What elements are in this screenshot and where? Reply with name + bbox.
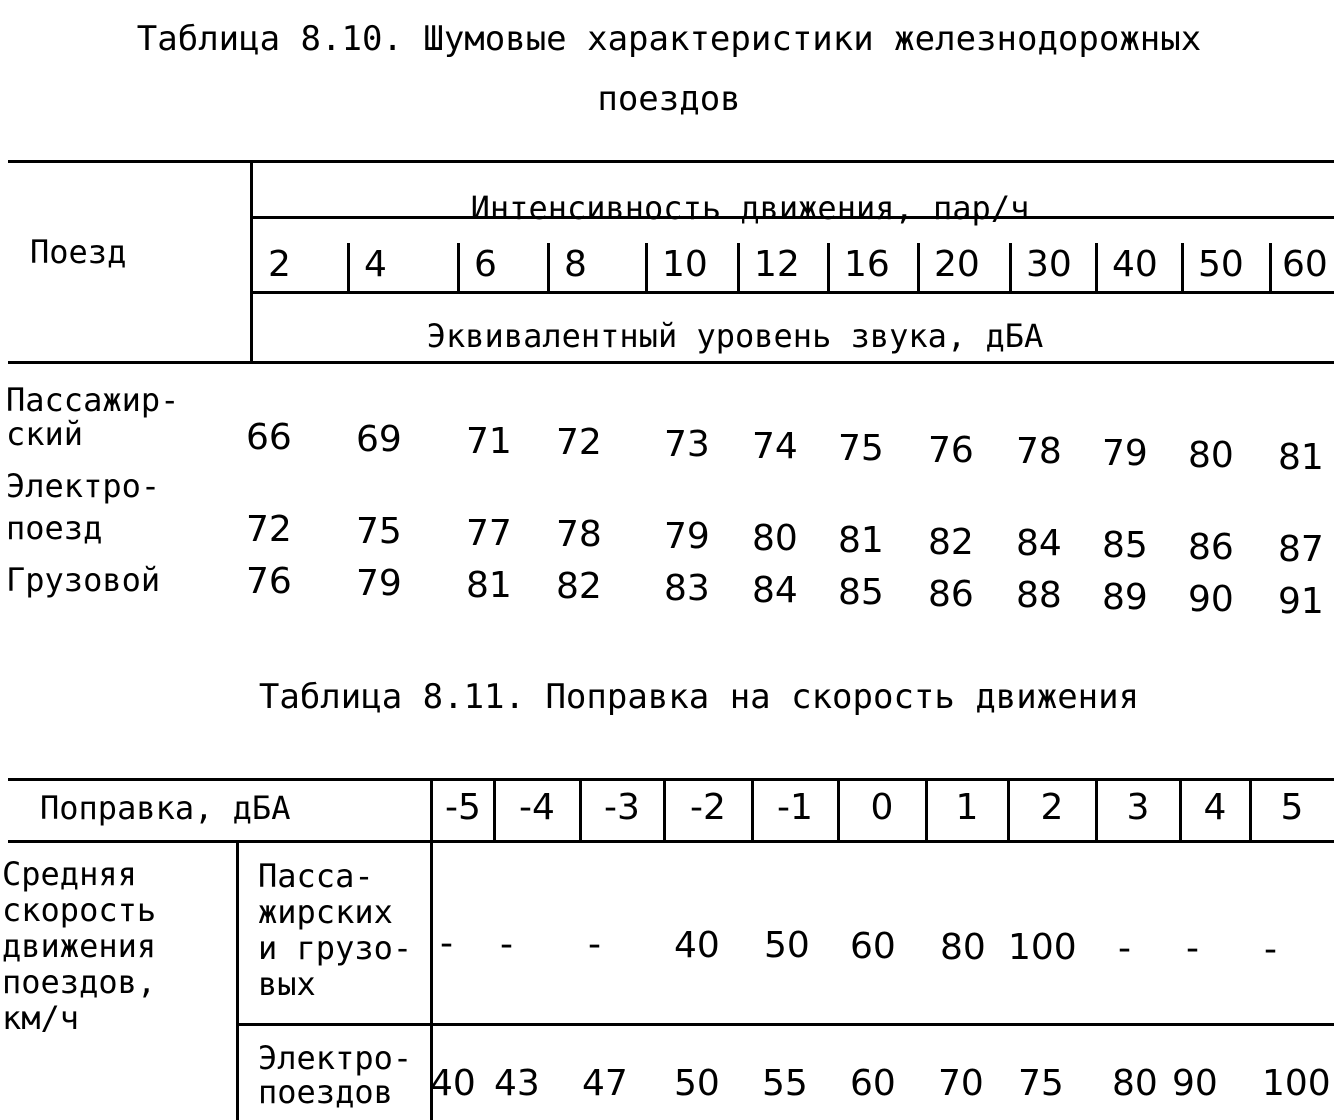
table2-title: Таблица 8.11. Поправка на скорость движения [258,677,1140,717]
table1-row-label: поезд [6,509,103,547]
table1-cell: 73 [664,424,710,465]
table1-cell: 66 [246,417,292,458]
table1-intensity-value: 8 [564,244,587,285]
table2-speed-label-line: Средняя [2,855,137,893]
table1-cell: 69 [356,419,402,460]
table1-intensity-value: 10 [662,244,708,285]
table2-header-correction: Поправка, дБА [40,789,291,827]
table1-intensity-value: 20 [934,244,980,285]
table1-cell: 83 [664,568,710,609]
table2-row-label: и грузо- [258,929,413,967]
table2-cell: 47 [582,1063,628,1104]
table2-cell: 40 [430,1063,476,1104]
table1-intensity-separator [917,243,920,293]
table2-correction-value: -5 [445,787,481,828]
table1-cell: 76 [246,561,292,602]
table2-correction-value: 3 [1126,787,1150,828]
table1-row-label: ский [6,415,84,453]
table2-correction-separator [837,778,840,842]
table1-header-train: Поезд [30,233,127,271]
table2-speed-label-line: поездов, [2,963,157,1001]
table1-header-bottom-rule [8,361,1334,364]
table1-intensity-separator [1009,243,1012,293]
table1-row-label: Пассажир- [6,381,180,419]
table2-correction-value: -3 [604,787,640,828]
table1-cell: 81 [466,565,512,606]
table1-cell: 86 [1188,527,1234,568]
table1-row-label: Электро- [6,467,161,505]
table2-correction-separator [1095,778,1098,842]
table1-intensity-separator [737,243,740,293]
table1-intensity-value: 2 [268,244,291,285]
table1-title-line2: поездов [597,79,741,119]
table1-intensity-separator [645,243,648,293]
table1-cell: 82 [928,522,974,563]
table1-cell: 86 [928,574,974,615]
table1-header-intensity: Интенсивность движения, пар/ч [470,189,1030,227]
table1-numbers-rule [252,291,1334,294]
table1-intensity-value: 4 [364,244,387,285]
table1-cell: 72 [556,422,602,463]
table2-cell: 100 [1008,927,1077,968]
table2-correction-separator [579,778,582,842]
table2-cell: 50 [674,1063,720,1104]
table2-cell: - [500,924,513,965]
table1-cell: 85 [1102,525,1148,566]
table1-cell: 78 [1016,431,1062,472]
table2-correction-value: 5 [1280,787,1304,828]
table2-row-label: поездов [258,1073,393,1111]
table1-stub-divider [250,160,253,364]
table1-cell: 74 [752,426,798,467]
table1-intensity-value: 50 [1198,244,1244,285]
table1-cell: 79 [356,563,402,604]
table1-cell: 89 [1102,577,1148,618]
table1-cell: 80 [1188,435,1234,476]
table2-cell: 70 [938,1063,984,1104]
table2-cell: 40 [674,925,720,966]
table1-intensity-value: 16 [844,244,890,285]
table2-cell: 75 [1018,1063,1064,1104]
table1-cell: 91 [1278,581,1324,622]
table1-cell: 87 [1278,529,1324,570]
table2-correction-value: -1 [777,787,813,828]
table1-top-rule [8,160,1334,163]
table1-intensity-value: 6 [474,244,497,285]
table1-cell: 75 [838,428,884,469]
table2-cell: 90 [1172,1063,1218,1104]
table2-cell: - [1264,929,1277,970]
table1-intensity-separator [1181,243,1184,293]
table2-cell: - [1118,928,1131,969]
table1-cell: 90 [1188,579,1234,620]
table1-cell: 72 [246,509,292,550]
table2-row-label: вых [258,965,316,1003]
table1-cell: 84 [1016,523,1062,564]
table1-row-label: Грузовой [6,561,161,599]
table1-intensity-value: 30 [1026,244,1072,285]
table1-cell: 79 [1102,433,1148,474]
table2-top-rule [8,778,1334,781]
table2-correction-separator [925,778,928,842]
table2-header-bottom-rule [8,840,1334,843]
table2-correction-value: -2 [690,787,726,828]
table1-cell: 81 [1278,437,1324,478]
table2-row-divider [236,1023,1334,1026]
table2-correction-value: 2 [1040,787,1064,828]
table1-intensity-value: 60 [1282,244,1328,285]
table2-speed-label-line: скорость [2,891,157,929]
table2-row-label: Электро- [258,1039,413,1077]
table2-label-divider [236,840,239,1120]
table1-intensity-value: 12 [754,244,800,285]
table1-cell: 82 [556,566,602,607]
table2-correction-separator [1007,778,1010,842]
table2-correction-separator [1249,778,1252,842]
table2-row-label: Пасса- [258,857,374,895]
table1-cell: 77 [466,513,512,554]
table1-cell: 76 [928,430,974,471]
table2-cell: - [1186,928,1199,969]
table1-intensity-separator [547,243,550,293]
table2-correction-separator [751,778,754,842]
table1-intensity-separator [347,243,350,293]
table1-cell: 79 [664,516,710,557]
table1-cell: 71 [466,421,512,462]
table2-cell: - [440,923,453,964]
table1-intensity-separator [1269,243,1272,293]
table1-intensity-value: 40 [1112,244,1158,285]
table1-intensity-separator [827,243,830,293]
table2-correction-value: -4 [519,787,555,828]
table2-cell: 80 [1112,1063,1158,1104]
table2-row-label: жирских [258,893,393,931]
table2-cell: 50 [764,925,810,966]
table2-correction-separator [493,778,496,842]
table1-cell: 88 [1016,575,1062,616]
table2-correction-separator [1179,778,1182,842]
table2-cell: 60 [850,1063,896,1104]
table1-cell: 85 [838,572,884,613]
table1-intensity-separator [457,243,460,293]
table1-cell: 75 [356,511,402,552]
table1-cell: 78 [556,514,602,555]
table2-cell: 43 [494,1063,540,1104]
table2-cell: 80 [940,927,986,968]
table2-correction-value: 1 [955,787,979,828]
table1-header-level: Эквивалентный уровень звука, дБА [426,317,1044,355]
table2-cell: 55 [762,1063,808,1104]
table2-cell: - [588,924,601,965]
table2-cell: 60 [850,926,896,967]
table1-cell: 84 [752,570,798,611]
table1-intensity-separator [1095,243,1098,293]
table2-correction-value: 4 [1203,787,1227,828]
table2-speed-label-line: км/ч [2,999,80,1037]
table2-speed-label-line: движения [2,927,157,965]
table1-cell: 81 [838,520,884,561]
table2-correction-value: 0 [870,787,894,828]
table1-cell: 80 [752,518,798,559]
table2-correction-separator [663,778,666,842]
table2-cell: 100 [1262,1063,1331,1104]
table1-title-line1: Таблица 8.10. Шумовые характеристики железнодорожных [136,19,1202,59]
